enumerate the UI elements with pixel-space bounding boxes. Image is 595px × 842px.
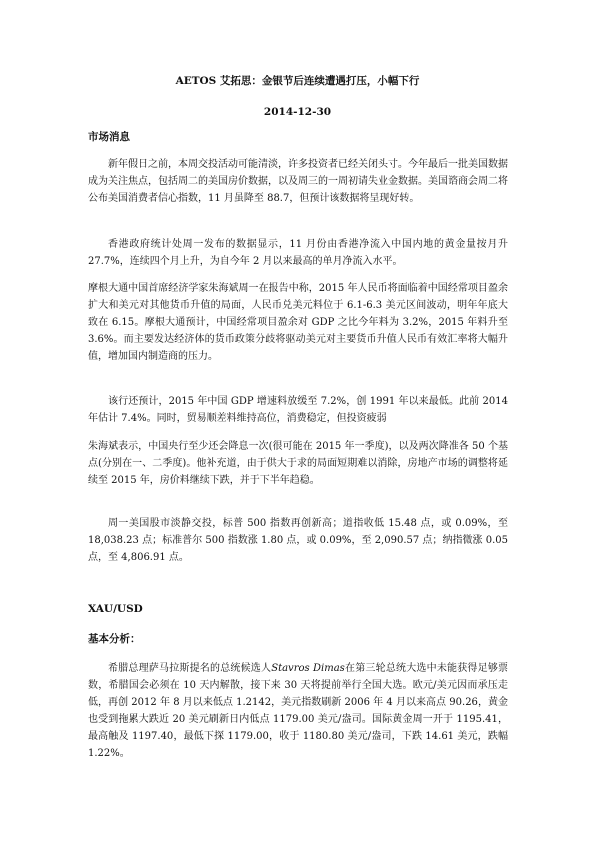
paragraph-2: 香港政府统计处周一发布的数据显示，11 月份由香港净流入中国内地的黄金量按月升 27.7%，连续四个月上升，为自今年 2 月以来最高的单月净流入水平。 — [88, 239, 508, 267]
section-heading-xauusd: XAU/USD — [88, 603, 143, 615]
paragraph-6: 周一美国股市淡静交投，标普 500 指数再创新高；道指收低 15.48 点，或 0.09%，至 18,038.23 点；标准普尔 500 指数涨 1.80 点，或 0.09%，至 2,090.57 点；纳指微涨 0.05 点，至 4,806.91 点。 — [88, 518, 508, 563]
paragraph-7-part-a: 希腊总理萨马拉斯提名的总统候选人 — [108, 663, 272, 674]
paragraph-7-part-b: 在第三轮总统大选中未能获得足够票数，希腊国会必须在 10 天内解散，接下来 30 天将提前举行全国大选。欧元/美元因而承压走低，再创 2012 年 8 月以来低点 1.2142，美元指数刷新 2006 年 4 月以来高点 90.26，黄金也受到拖累大跌近 20 美元刷新日内低点 1179.00 美元/盎司。国际黄金周一开于 1195.41，最高触及 1197.40，最低下探 1179.00，收于 1180.80 美元/盎司，下跌 14.61 美元，跌幅 1.22%。 — [88, 663, 509, 759]
doc-date: 2014-12-30 — [263, 106, 332, 118]
candidate-name: Stavros Dimas — [271, 663, 345, 674]
paragraph-7 — [88, 660, 508, 762]
doc-title: AETOS 艾拓思：金银节后连续遭遇打压，小幅下行 — [175, 75, 420, 87]
section-heading-fundamental: 基本分析： — [88, 633, 141, 645]
section-heading-market-news: 市场消息 — [88, 131, 130, 143]
paragraph-5: 朱海斌表示，中国央行至少还会降息一次(很可能在 2015 年一季度)，以及两次降准各 50 个基点(分别在一、二季度)。他补充道，由于供大于求的局面短期难以消除，房地产市场的调整将延续至 2015 年，房价料继续下跌，并于下半年趋稳。 — [88, 441, 508, 486]
paragraph-4: 该行还预计，2015 年中国 GDP 增速料放缓至 7.2%，创 1991 年以来最低。此前 2014 年估计 7.4%。同时，贸易顺差料维持高位，消费稳定，但投资疲弱 — [88, 396, 508, 424]
paragraph-3: 摩根大通中国首席经济学家朱海斌周一在报告中称，2015 年人民币将面临着中国经常项目盈余扩大和美元对其他货币升值的局面，人民币兑美元料位于 6.1-6.3 美元区间波动，明年年底大致在 6.15。摩根大通预计，中国经常项目盈余对 GDP 之比今年料为 3.2%，2015 年料升至 3.6%。而主要发达经济体的货币政策分歧将驱动美元对主要货币升值人民币有效汇率将大幅升值，增加国内制造商的压力。 — [88, 283, 508, 362]
paragraph-1: 新年假日之前，本周交投活动可能清淡，许多投资者已经关闭头寸。今年最后一批美国数据成为关注焦点，包括周二的美国房价数据，以及周三的一周初请失业金数据。美国谘商会周二将公布美国消费者信心指数，11 月虽降至 88.7，但预计该数据将呈现好转。 — [88, 159, 508, 204]
